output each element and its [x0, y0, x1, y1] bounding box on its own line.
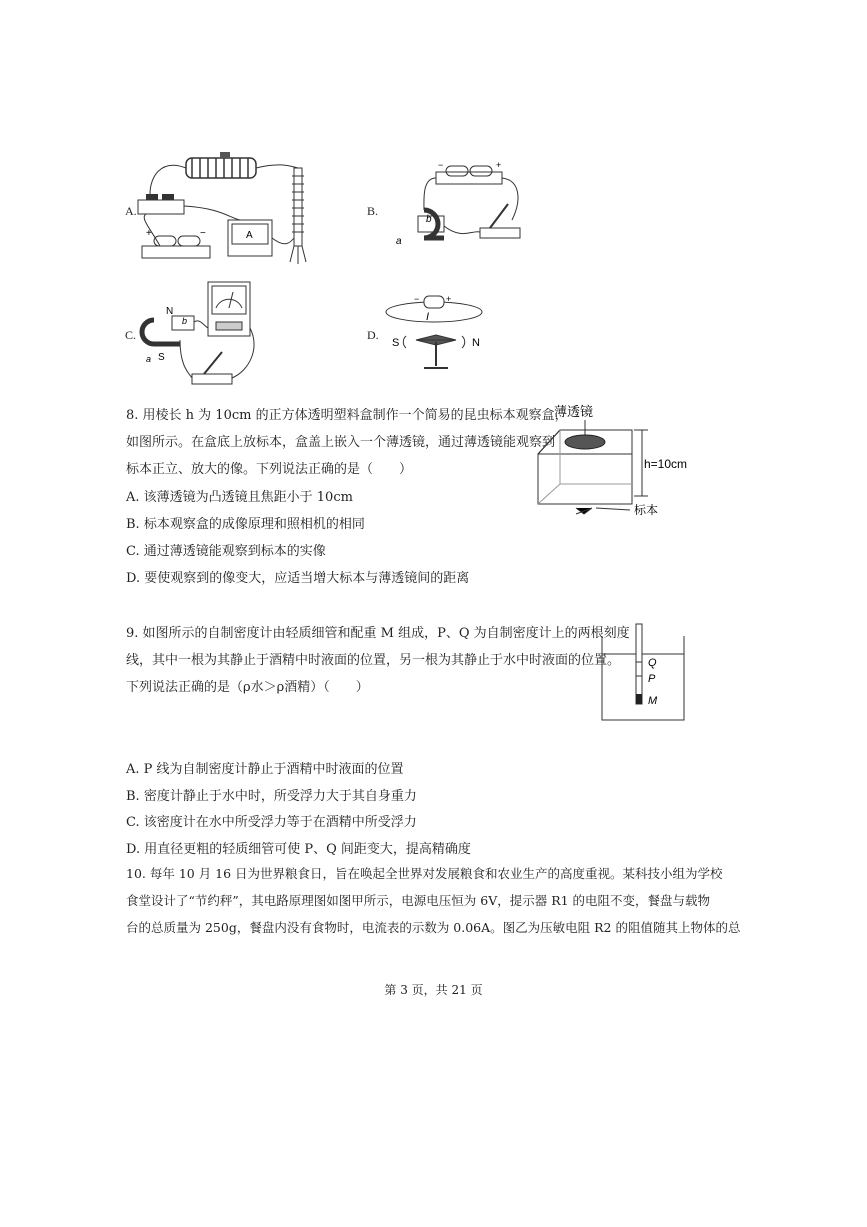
d-plus-sign: + — [446, 294, 452, 304]
c-label-s: S — [158, 352, 165, 363]
b-minus-sign: − — [438, 160, 444, 170]
q9-line-2: 线，其中一根为其静止于酒精中时液面的位置，另一根为其静止于水中时液面的位置。 — [126, 653, 621, 668]
q8-line-1: 8. 用棱长 h 为 10cm 的正方体透明塑料盒制作一个简易的昆虫标本观察盒， — [126, 408, 568, 423]
d-label-n: N — [472, 337, 480, 349]
q10-line-2: 食堂设计了“节约秤”，其电路原理图如图甲所示，电源电压恒为 6V，提示器 R1 的电阻不变，餐盘与载物 — [126, 893, 711, 908]
minus-sign: − — [200, 228, 206, 239]
q9-figure — [598, 620, 690, 726]
q9-option-c: C. 该密度计在水中所受浮力等于在酒精中所受浮力 — [126, 815, 417, 830]
q9-line-3: 下列说法正确的是（ρ水＞ρ酒精）（ ） — [126, 680, 369, 695]
galvanometer-circuit-diagram — [120, 278, 270, 390]
q10-line-3: 台的总质量为 250g，餐盘内没有食物时，电流表的示数为 0.06A。图乙为压敏电阻 R2 的阻值随其上物体的总 — [126, 920, 741, 935]
solenoid-circuit-diagram — [120, 148, 330, 268]
q9-option-d: D. 用直径更粗的轻质细管可使 P、Q 间距变大，提高精确度 — [126, 842, 471, 857]
option-c-label: C. — [125, 328, 137, 342]
q9-line-1: 9. 如图所示的自制密度计由轻质细管和配重 M 组成，P、Q 为自制密度计上的两根刻度 — [126, 626, 630, 641]
specimen-label: 标本 — [634, 503, 659, 517]
q10-line-1: 10. 每年 10 月 16 日为世界粮食日，旨在唤起全世界对发展粮食和农业生产的高度重视。某科技小组为学校 — [126, 866, 723, 881]
option-d-label: D. — [367, 328, 379, 342]
q8-line-2: 如图所示。在盒底上放标本，盒盖上嵌入一个薄透镜，通过薄透镜能观察到 — [126, 435, 556, 450]
b-label-a: a — [396, 236, 402, 247]
lens-label: 薄透镜 — [554, 404, 594, 419]
observation-box-diagram — [530, 400, 700, 525]
current-label-i: I — [426, 311, 430, 323]
page-footer: 第 3 页，共 21 页 — [384, 983, 483, 997]
q8-option-b: B. 标本观察盒的成像原理和照相机的相同 — [126, 517, 365, 532]
option-d-figure — [362, 290, 502, 380]
plus-sign: + — [146, 228, 152, 239]
option-c-figure — [120, 278, 270, 390]
d-label-s: S — [392, 337, 400, 349]
d-minus-sign: − — [414, 294, 420, 304]
option-b-label: B. — [367, 204, 379, 218]
ammeter-letter: A — [246, 230, 253, 241]
c-label-a: a — [146, 354, 152, 364]
b-label-b: b — [426, 214, 432, 225]
q8-option-d: D. 要使观察到的像变大，应适当增大标本与薄透镜间的距离 — [126, 571, 470, 586]
compass-current-diagram — [362, 290, 502, 380]
option-a-figure — [120, 148, 330, 268]
line-q-label: Q — [648, 657, 657, 669]
q8-line-3: 标本正立、放大的像。下列说法正确的是（ ） — [126, 462, 413, 477]
q9-option-b: B. 密度计静止于水中时，所受浮力大于其自身重力 — [126, 789, 417, 804]
q8-option-c: C. 通过薄透镜能观察到标本的实像 — [126, 544, 326, 559]
weight-m-label: M — [648, 695, 658, 707]
q8-figure — [530, 400, 700, 525]
magnet-circuit-diagram — [362, 160, 532, 250]
hydrometer-diagram — [598, 620, 690, 726]
c-label-b: b — [182, 316, 188, 326]
line-p-label: P — [648, 673, 656, 685]
option-a-label: A. — [125, 204, 137, 218]
c-label-n: N — [166, 306, 174, 317]
height-label: h=10cm — [644, 457, 688, 471]
q8-option-a: A. 该薄透镜为凸透镜且焦距小于 10cm — [126, 490, 353, 505]
q9-option-a: A. P 线为自制密度计静止于酒精中时液面的位置 — [126, 762, 404, 777]
option-b-figure — [362, 160, 532, 250]
b-plus-sign: + — [496, 160, 502, 170]
